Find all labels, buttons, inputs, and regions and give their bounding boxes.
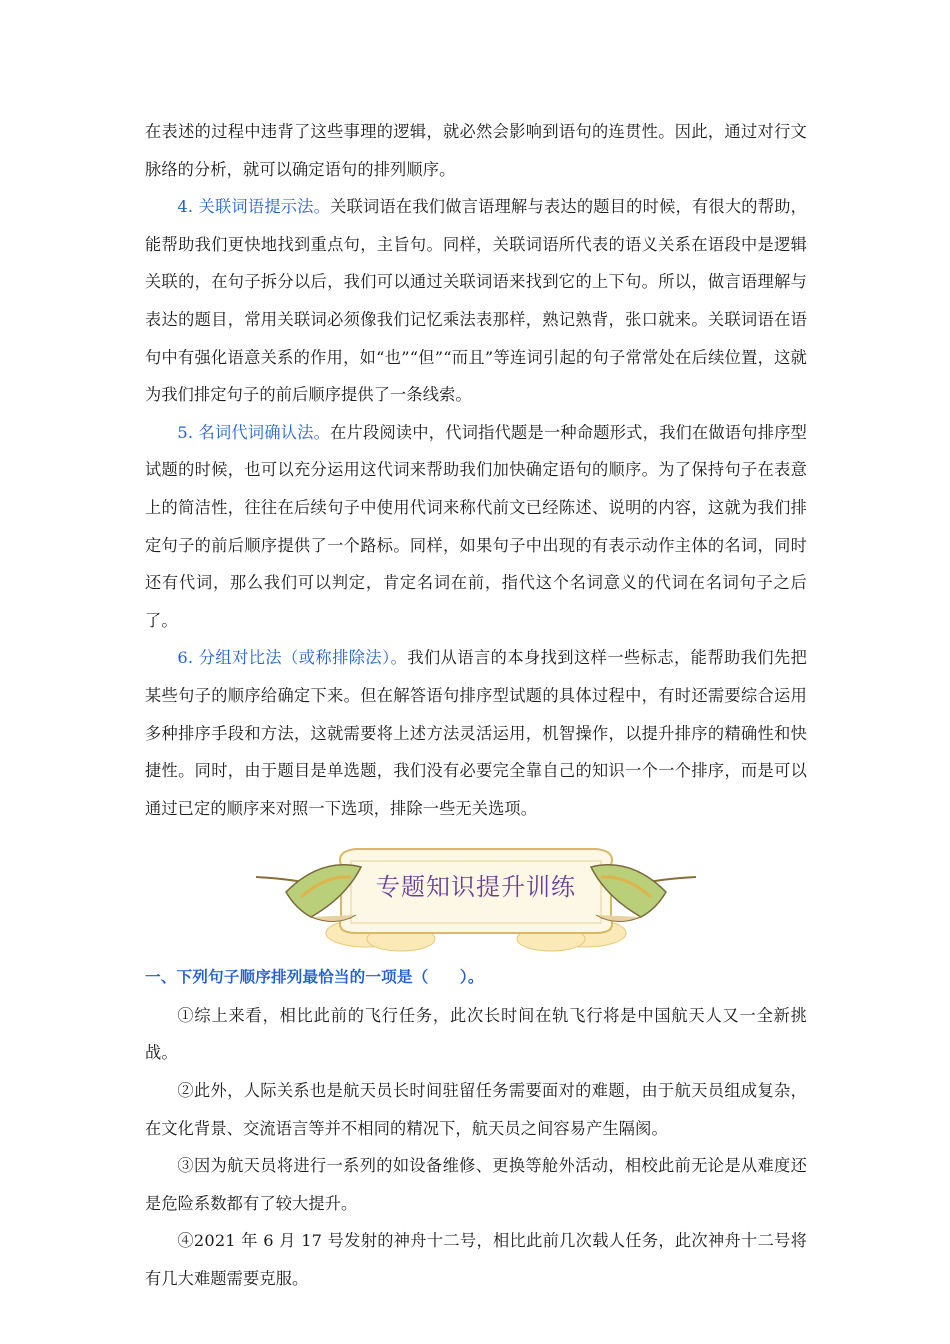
paragraph-continuation: 在表述的过程中违背了这些事理的逻辑，就必然会影响到语句的连贯性。因此，通过对行文脉络的分析，就可以确定语句的排列顺序。 — [145, 122, 807, 179]
method-5-body: 在片段阅读中，代词指代题是一种命题形式，我们在做语句排序型试题的时候，也可以充分运用这代词来帮助我们加快确定语句的顺序。为了保持句子在表意上的简洁性，往往在后续句子中使用代词来称代前文已经陈述、说明的内容，这就为我们排定句子的前后顺序提供了一个路标。同样，如果句子中出现的有表示动作主体的名词，同时还有代词，那么我们可以判定，肯定名词在前，指代这个名词意义的代词在名词句子之后了。 — [145, 422, 807, 630]
document-page — [145, 113, 807, 1298]
method-4-body: 关联词语在我们做言语理解与表达的题目的时候，有很大的帮助，能帮助我们更快地找到重点句，主旨句。同样，关联词语所代表的语义关系在语段中是逻辑关联的，在句子拆分以后，我们可以通过关联词语来找到它的上下句。所以，做言语理解与表达的题目，常用关联词必须像我们记忆乘法表那样，熟记熟背，张口就来。关联词语在语句中有强化语意关系的作用，如“也”“但”“而且”等连词引起的句子常常处在后续位置，这就为我们排定句子的前后顺序提供了一条线索。 — [145, 197, 807, 405]
method-4-heading: 4. 关联词语提示法。 — [177, 197, 331, 217]
paragraph-method-5 — [145, 414, 807, 640]
method-6-heading: 6. 分组对比法（或称排除法）。 — [177, 648, 408, 668]
section-banner — [226, 837, 726, 955]
method-5-heading: 5. 名词代词确认法。 — [177, 422, 331, 442]
paragraph-method-4 — [145, 188, 807, 414]
question-sentence-4: ④2021 年 6 月 17 号发射的神舟十二号，相比此前几次载人任务，此次神舟十二号将有几大难题需要克服。 — [145, 1231, 807, 1289]
question-sentence-1: ①综上来看，相比此前的飞行任务，此次长时间在轨飞行将是中国航天人又一全新挑战。 — [145, 1005, 807, 1063]
question-sentence-3: ③因为航天员将进行一系列的如设备维修、更换等舱外活动，相校此前无论是从难度还是危险系数都有了较大提升。 — [145, 1156, 807, 1213]
paragraph-method-6 — [145, 639, 807, 827]
method-6-body: 我们从语言的本身找到这样一些标志，能帮助我们先把某些句子的顺序给确定下来。但在解答语句排序型试题的具体过程中，有时还需要综合运用多种排序手段和方法，这就需要将上述方法灵活运用，机智操作，以提升排序的精确性和快捷性。同时，由于题目是单选题，我们没有必要完全靠自己的知识一个一个排序，而是可以通过已定的顺序来对照一下选项，排除一些无关选项。 — [145, 648, 807, 818]
question-title: 一、下列句子顺序排列最恰当的一项是（ ）。 — [145, 968, 484, 987]
banner-title: 专题知识提升训练 — [376, 873, 576, 902]
question-sentence-2: ②此外，人际关系也是航天员长时间驻留任务需要面对的难题，由于航天员组成复杂，在文化背景、交流语言等并不相同的精况下，航天员之间容易产生隔阂。 — [145, 1081, 807, 1138]
